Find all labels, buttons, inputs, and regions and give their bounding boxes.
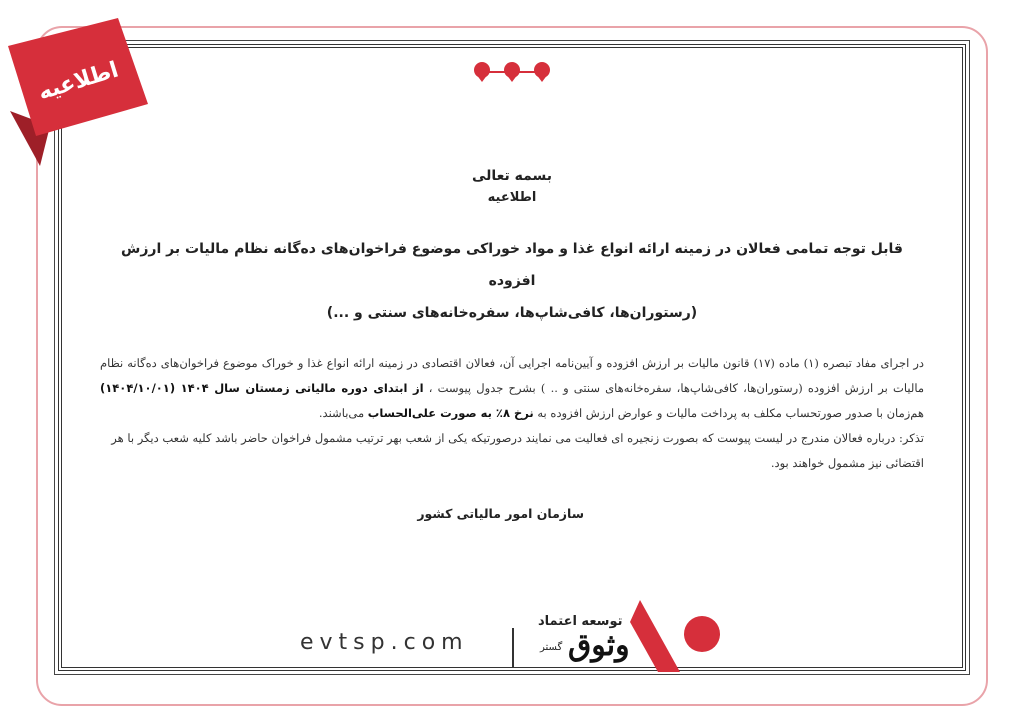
notice-document [100, 160, 924, 521]
invocation: بسمه تعالی [471, 168, 553, 184]
body-paragraph [100, 351, 924, 426]
document-title: اطلاعیه [487, 190, 537, 205]
logo-main-text: وثوق [568, 628, 630, 663]
heading-line-1: قابل توجه تمامی فعالان در زمینه ارائه انواع غذا و مواد خوراکی موضوع فراخوان‌های ده‌گانه نظام مالیات بر ارزش افزوده [121, 241, 903, 289]
body-bold-period: از ابتدای دوره مالیاتی زمستان سال ۱۴۰۴ (۱۴۰۴/۱۰/۰۱) [100, 381, 424, 395]
document-heading [100, 233, 924, 329]
note-paragraph: تذکر: درباره فعالان مندرج در لیست پیوست که بصورت زنجیره ای فعالیت می نمایند درصورتیکه یکی از شعب بهر ترتیب مشمول فراخوان حاضر باشد کلیه شعب دیگر با هر اقتضائی نیز مشمول خواهند بود. [111, 431, 924, 470]
logo-top-text: توسعه اعتماد [538, 614, 623, 629]
body-text-3: می‌باشند. [318, 406, 365, 420]
website-url[interactable]: evtsp.com [300, 630, 469, 655]
signature: سازمان امور مالیاتی کشور [417, 506, 584, 521]
body-bold-rate: نرخ ۸٪ به صورت علی‌الحساب [367, 406, 534, 420]
ribbon-label: اطلاعیه [35, 57, 122, 106]
heading-line-2: (رستوران‌ها، کافی‌شاپ‌ها، سفره‌خانه‌های سنتی و ...) [326, 305, 698, 321]
company-logo-icon [530, 592, 730, 677]
decorative-dots-icon [470, 60, 560, 84]
body-text-2: هم‌زمان با صدور صورتحساب مکلف به پرداخت مالیات و عوارض ارزش افزوده به [537, 406, 924, 420]
footer-divider [512, 628, 514, 668]
body-text-1: در اجرای مفاد تبصره (۱) ماده (۱۷) قانون مالیات بر ارزش افزوده و آیین‌نامه اجرایی آن، فعالان اقتصادی در زمینه ارائه انواع غذا و خوراک موضوع فراخوان‌های ده‌گانه نظام مالیات بر ارزش افزوده (رستوران‌ها، کافی‌شاپ‌ها، سفره‌خانه‌های سنتی و .. ) بشرح جدول پیوست ، [100, 356, 924, 395]
notice-ribbon [0, 6, 160, 176]
logo-small-text: گستر [540, 642, 563, 653]
